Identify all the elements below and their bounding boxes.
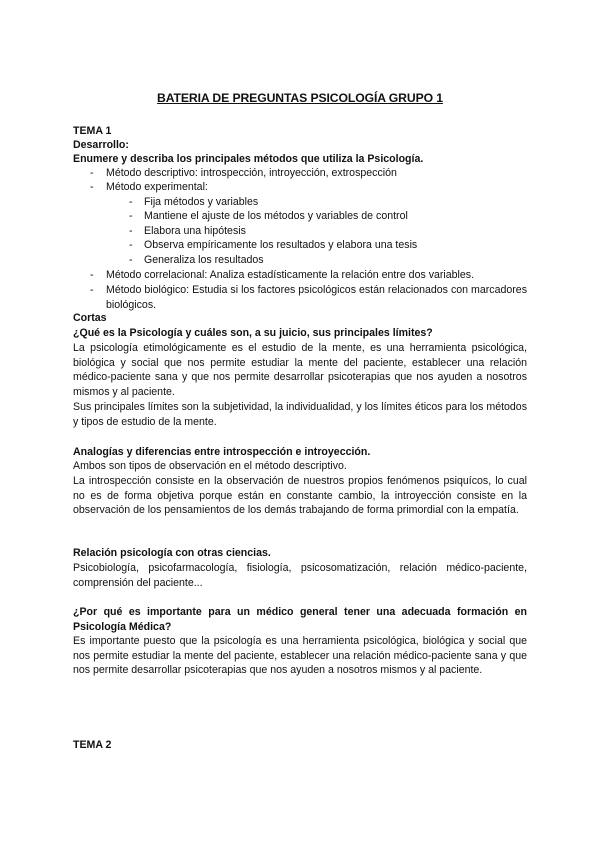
- section-heading-tema1: TEMA 1: [73, 125, 112, 137]
- sub-list-item-text: Generaliza los resultados: [144, 254, 264, 266]
- question-heading: Relación psicología con otras ciencias.: [73, 547, 271, 559]
- list-bullet: -: [90, 284, 94, 296]
- list-bullet: -: [129, 254, 133, 266]
- page-title: BATERIA DE PREGUNTAS PSICOLOGÍA GRUPO 1: [157, 91, 443, 105]
- list-item: [90, 283, 527, 312]
- list-bullet: -: [90, 167, 94, 179]
- list-item-text: Método descriptivo: introspección, introyección, extrospección: [106, 167, 397, 179]
- sub-list-item: [129, 253, 527, 268]
- sub-list-item: [129, 209, 527, 224]
- question-heading: ¿Qué es la Psicología y cuáles son, a su juicio, sus principales límites?: [73, 327, 433, 339]
- sub-list-item: [129, 238, 527, 253]
- answer-paragraph: Ambos son tipos de observación en el método descriptivo.: [73, 460, 347, 472]
- list-item-text: Método correlacional: Analiza estadísticamente la relación entre dos variables.: [106, 269, 475, 281]
- list-item: [90, 180, 527, 195]
- answer-paragraph: Sus principales límites son la subjetividad, la individualidad, y los límites éticos para los métodos y tipos de estudio de la mente.: [73, 401, 527, 428]
- list-item-text: Método biológico: Estudia si los factores psicológicos están relacionados con marcadores biológicos.: [106, 284, 527, 311]
- sub-list-item-text: Observa empíricamente los resultados y elabora una tesis: [144, 239, 418, 251]
- list-bullet: -: [129, 225, 133, 237]
- answer-paragraph: Psicobiología, psicofarmacología, fisiología, psicosomatización, relación médico-paciente, comprensión del paciente...: [73, 562, 527, 589]
- sub-list-item-text: Fija métodos y variables: [144, 196, 259, 208]
- list-bullet: -: [129, 196, 133, 208]
- sub-list-item-text: Elabora una hipótesis: [144, 225, 246, 237]
- list-item: [90, 166, 527, 181]
- answer-paragraph: Es importante puesto que la psicología es una herramienta psicológica, biológica y social que nos permite estudiar la mente del paciente, establecer una relación médico-paciente sana y que nos permite desarrollar psicoterapias que nos ayuden a nosotros mismos y al paciente.: [73, 635, 527, 677]
- sub-list-item: [129, 195, 527, 210]
- list-bullet: -: [129, 210, 133, 222]
- list-bullet: -: [129, 239, 133, 251]
- list-item-text: Método experimental:: [106, 181, 208, 193]
- list-bullet: -: [90, 181, 94, 193]
- question-metodos: Enumere y describa los principales métodos que utiliza la Psicología.: [73, 153, 424, 165]
- answer-paragraph: La introspección consiste en la observación de nuestros propios fenómenos psiquícos, lo cual no es de forma objetiva porque están en constante cambio, la introyección consiste en la observación de los pensamientos de los demás trabajando de forma primordial con la empatía.: [73, 475, 527, 517]
- question-heading: ¿Por qué es importante para un médico general tener una adecuada formación en Psicología Médica?: [73, 606, 527, 633]
- section-heading-tema2: TEMA 2: [73, 739, 112, 751]
- question-heading: Analogías y diferencias entre introspección e introyección.: [73, 446, 371, 458]
- sub-list-item: [129, 224, 527, 239]
- sub-list-item-text: Mantiene el ajuste de los métodos y variables de control: [144, 210, 408, 222]
- list-item: [90, 268, 527, 283]
- desarrollo-label: Desarrollo:: [73, 139, 129, 151]
- answer-paragraph: La psicología etimológicamente es el estudio de la mente, es una herramienta psicológica, biológica y social que nos permite estudiar la mente del paciente, establecer una relación médico-paciente sana y que nos permite desarrollar psicoterapias que nos ayuden a nosotros mismos y al paciente.: [73, 342, 527, 398]
- list-bullet: -: [90, 269, 94, 281]
- cortas-label: Cortas: [73, 312, 107, 324]
